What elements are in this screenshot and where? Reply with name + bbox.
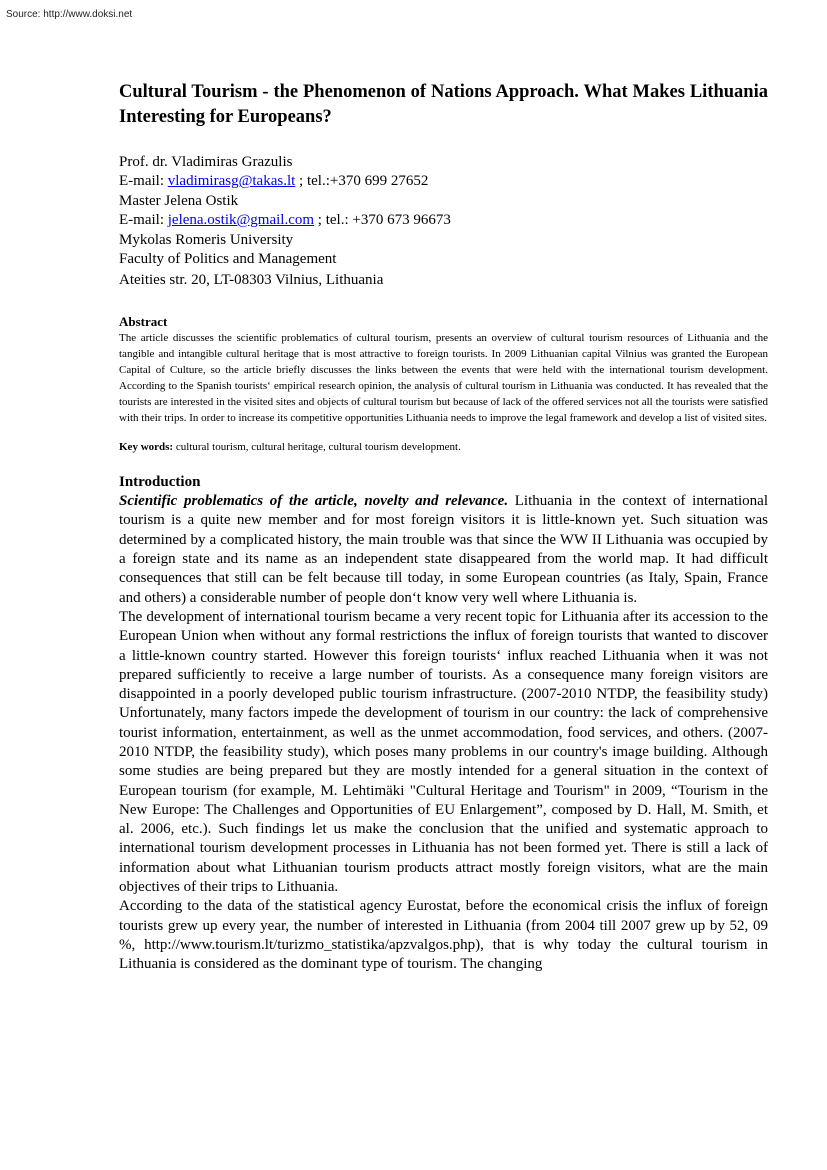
abstract-text: The article discusses the scientific problematics of cultural tourism, presents an overview of cultural tourism resources of Lithuania and the tangible and intangible cultural heritage that is most attractive to foreign tourists. In 2009 Lithuanian capital Vilnius was granted the European Capital of Culture, so the article briefly discusses the links between the events that were held with the international tourism development. According to the Spanish tourists‘ empirical research opinion, the analysis of cultural tourism in Lithuania was conducted. It has revealed that the tourists are interested in the visited sites and objects of cultural tourism but because of lack of the offered services not all the tourists were satisfied with their trips. In order to increase its competitive opportunities Lithuania needs to improve the legal framework and develop a list of visited sites. xyxy=(119,331,768,424)
faculty-name: Faculty of Politics and Management xyxy=(119,251,337,268)
introduction-paragraph-1 xyxy=(119,492,768,608)
introduction-paragraph-3: According to the data of the statistical agency Eurostat, before the economical crisis the influx of foreign tourists grew up every year, the number of interested in Lithuania (from 2004 till 2007 grew up by 52, 09 %, http://www.tourism.lt/turizmo_statistika/apzvalgos.php), that is why today the cultural tourism in Lithuania is considered as the dominant type of tourism. The changing xyxy=(119,898,768,973)
source-url: Source: http://www.doksi.net xyxy=(6,9,133,20)
email-label: E-mail: xyxy=(119,212,168,229)
author-1-contact xyxy=(119,172,768,191)
introduction-paragraph-1-text: Lithuania in the context of international tourism is a quite new member and for most foreign visitors it is little-known yet. Such situation was determined by a complicated history, the main trouble was that since the WW II Lithuania was occupied by a foreign state and its name as an independent state disappeared from the world map. It had difficult consequences that still can be felt because till today, in some European countries (as Italy, Spain, France and others) a considerable number of people don‘t know very well where Lithuania is. xyxy=(119,493,768,606)
keywords xyxy=(119,439,768,455)
address: Ateities str. 20, LT-08303 Vilnius, Lithuania xyxy=(119,272,384,289)
introduction-lead: Scientific problematics of the article, novelty and relevance. xyxy=(119,493,509,510)
introduction-heading: Introduction xyxy=(119,473,201,490)
introduction-paragraph-2: The development of international tourism became a very recent topic for Lithuania after its accession to the European Union when without any formal restrictions the influx of foreign tourists that wanted to discover a little-known country started. However this foreign tourists‘ influx reached Lithuania when it was not prepared sufficiently to receive a large number of tourists. As a consequence many foreign visitors are disappointed in a poorly developed public tourism infrastructure. (2007-2010 NTDP, the feasibility study) Unfortunately, many factors impede the development of tourism in our country: the lack of comprehensive tourist information, entertainment, as well as the unmet accommodation, food services, and others. (2007-2010 NTDP, the feasibility study), which poses many problems in our country's image building. Although some studies are being prepared but they are mostly intended for a general situation in the context of European tourism (for example, M. Lehtimäki "Cultural Heritage and Tourism" in 2009, “Tourism in the New Europe: The Challenges and Opportunities of EU Enlargement”, composed by D. Hall, M. Smith, et al. 2006, etc.). Such findings let us make the conclusion that the unified and systematic approach to international tourism development processes in Lithuania has not been formed yet. There is still a lack of information about what Lithuanian tourism products attract mostly foreign visitors, what are the main objectives of their trips to Lithuania. xyxy=(119,608,768,896)
email-label: E-mail: xyxy=(119,173,168,190)
author-1-email-link[interactable]: vladimirasg@takas.lt xyxy=(167,173,296,190)
abstract-heading: Abstract xyxy=(119,313,168,329)
keywords-label: Key words: xyxy=(119,440,174,453)
author-2-phone: ; tel.: +370 673 96673 xyxy=(314,212,451,229)
author-2-name: Master Jelena Ostik xyxy=(119,192,239,209)
author-2-email-link[interactable]: jelena.ostik@gmail.com xyxy=(167,212,315,229)
author-1-phone: ; tel.:+370 699 27652 xyxy=(295,173,429,190)
author-2-contact xyxy=(119,211,768,230)
paper-page xyxy=(119,80,768,975)
keywords-text: cultural tourism, cultural heritage, cultural tourism development. xyxy=(173,440,461,453)
author-1-name: Prof. dr. Vladimiras Grazulis xyxy=(119,154,293,170)
paper-title: Cultural Tourism - the Phenomenon of Nations Approach. What Makes Lithuania Interesting for Europeans? xyxy=(119,82,768,127)
author-block xyxy=(119,153,768,291)
university-name: Mykolas Romeris University xyxy=(119,231,294,248)
abstract-section xyxy=(119,314,768,426)
